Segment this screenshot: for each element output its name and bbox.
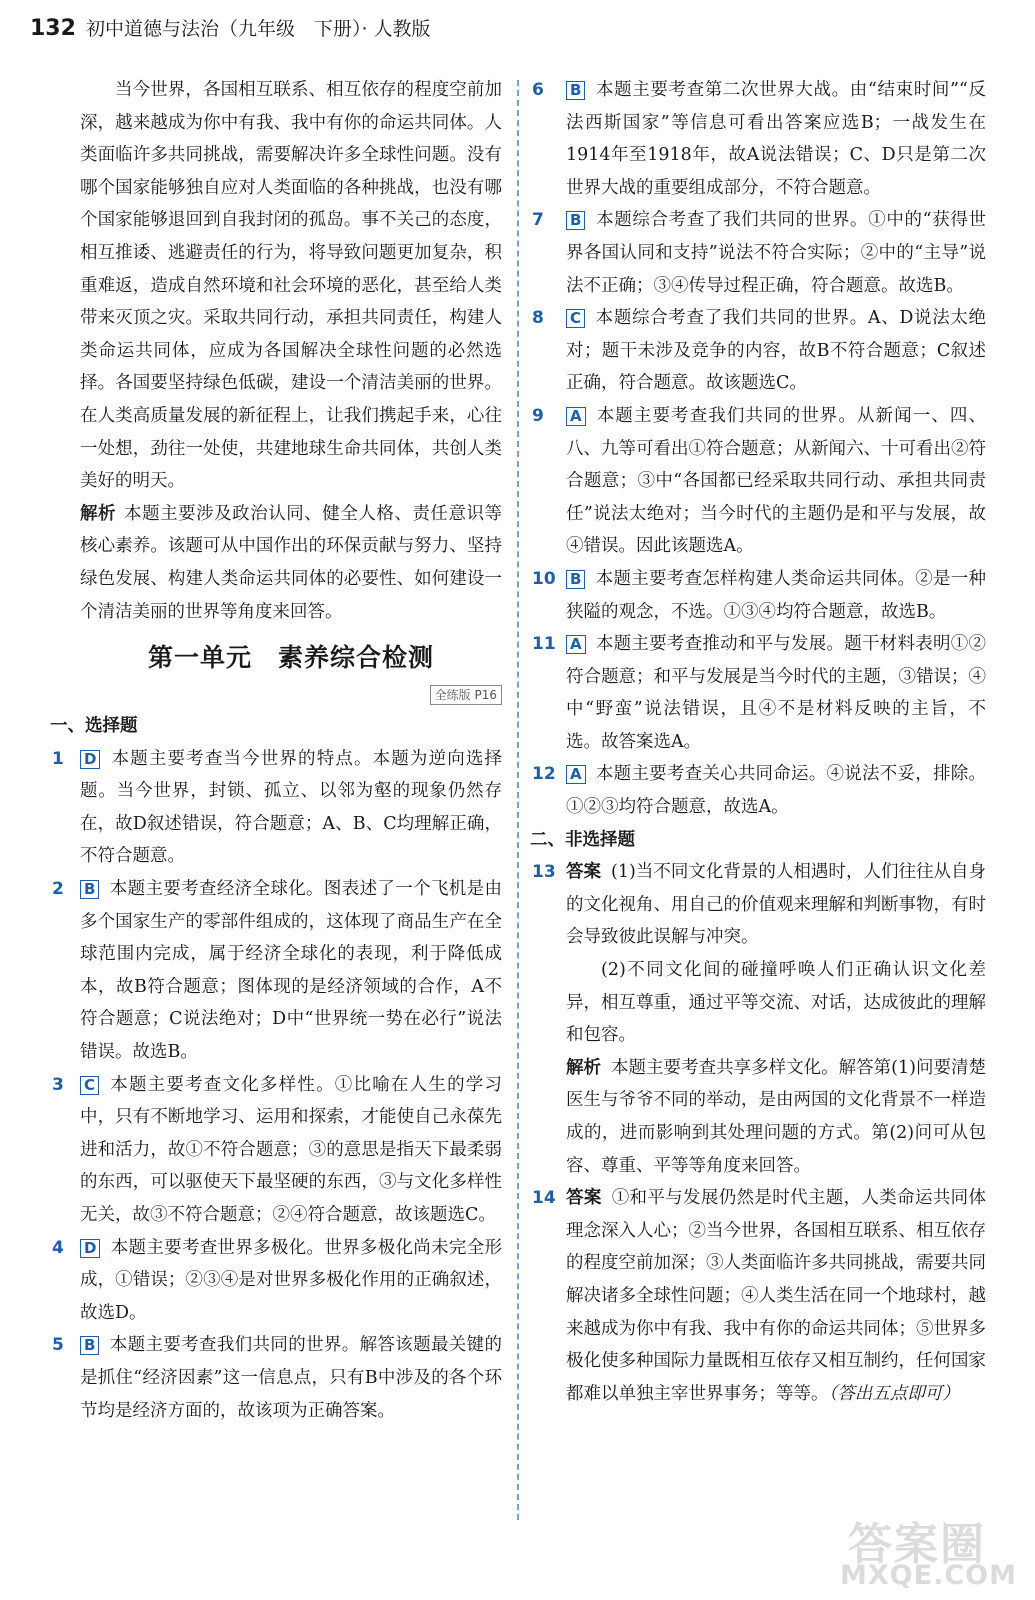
question-explanation: 本题主要考查世界多极化。世界多极化尚未完全形成，①错误；②③④是对世界多极化作用的正确叙述，故选D。 xyxy=(80,1237,502,1323)
question-explanation: 本题主要考查我们共同的世界。解答该题最关键的是抓住“经济因素”这一信息点，只有B中涉及的各个环节均是经济方面的，故该项为正确答案。 xyxy=(80,1335,502,1421)
analysis-label: 解析 xyxy=(80,503,117,524)
answer-box: B xyxy=(80,1336,99,1355)
question-explanation: 本题主要考查关心共同命运。④说法不妥，排除。①②③均符合题意，故选A。 xyxy=(566,764,986,818)
right-column xyxy=(530,74,987,1410)
watermark-logo xyxy=(840,1508,1020,1594)
question-explanation: 本题综合考查了我们共同的世界。A、D说法太绝对；题干未涉及竞争的内容，故B不符合题意；C叙述正确，符合题意。故该题选C。 xyxy=(566,308,986,394)
answer-box: A xyxy=(566,407,586,426)
question-item xyxy=(534,74,986,204)
question-explanation: 本题主要考查第二次世界大战。由“结束时间”“反法西斯国家”等信息可看出答案应选B；一战发生在1914年至1918年，故A说法错误；C、D只是第二次世界大战的重要组成部分，不符合题意。 xyxy=(566,80,986,198)
analysis-text: 本题主要考查共享多样文化。解答第(1)问要清楚医生与爷爷不同的举动，是由两国的文化背景不一样造成的，进而影响到其处理问题的方式。第(2)问可从包容、尊重、平等等角度来回答。 xyxy=(566,1057,987,1176)
nonchoice-heading: 二、非选择题 xyxy=(530,829,635,850)
answer-box: B xyxy=(566,81,585,100)
question-number: 6 xyxy=(532,80,544,100)
left-column xyxy=(50,74,502,1427)
question-number: 5 xyxy=(52,1335,64,1356)
question-item xyxy=(534,204,986,302)
question-explanation: 本题主要考查我们共同的世界。从新闻一、四、八、九等可看出①符合题意；从新闻六、十可看出②符合题意；③中“各国都已经采取共同行动、承担共同责任”说法太绝对；当今时代的主题仍是和平与发展，故④错误。因此该题选A。 xyxy=(566,405,986,557)
intro-paragraph: 当今世界，各国相互联系、相互依存的程度空前加深，越来越成为你中有我、我中有你的命运共同体。人类面临许多共同挑战，需要解决许多全球性问题。没有哪个国家能够独自应对人类面临的各种挑战，也没有哪个国家能够退回到自我封闭的孤岛。事不关己的态度，相互推诿、逃避责任的行为，将导致问题更加复杂，积重难返，造成自然环境和社会环境的恶化，甚至给人类带来灭顶之灾。采取共同行动，承担共同责任，构建人类命运共同体，应成为各国解决全球性问题的必然选择。各国要坚持绿色低碳，建设一个清洁美丽的世界。在人类高质量发展的新征程上，让我们携起手来，心往一处想，劲往一处使，共建地球生命共同体，共创人类美好的明天。 xyxy=(80,80,502,492)
analysis-label: 解析 xyxy=(566,1057,602,1078)
reference-tag xyxy=(80,678,502,704)
analysis-text: 本题主要涉及政治认同、健全人格、责任意识等核心素养。该题可从中国作出的环保贡献与努力、坚持绿色发展、构建人类命运共同体的必要性、如何建设一个清洁美丽的世界等角度来回答。 xyxy=(80,503,502,622)
question-item xyxy=(534,758,986,823)
answer-box: C xyxy=(566,309,585,328)
answer-label: 答案 xyxy=(566,1188,602,1209)
question-number: 13 xyxy=(532,862,556,883)
question-number: 14 xyxy=(532,1188,556,1209)
answer-box: A xyxy=(566,635,586,654)
question-number: 1 xyxy=(52,748,64,769)
question-explanation: 本题主要考查文化多样性。①比喻在人生的学习中，只有不断地学习、运用和探索，才能使自己永葆先进和活力，故①不符合题意；③的意思是指天下最柔弱的东西，可以驱使天下最坚硬的东西，③与文化多样性无关，故③不符合题意；②④符合题意，故该题选C。 xyxy=(80,1074,502,1225)
answer-part-1: (1)当不同文化背景的人相遇时，人们往往从自身的文化视角、用自己的价值观来理解和判断事物，有时会导致彼此误解与冲突。 xyxy=(566,862,987,948)
answer-box: A xyxy=(566,765,586,784)
question-item xyxy=(52,743,502,873)
question-explanation: 本题主要考查怎样构建人类命运共同体。②是一种狭隘的观念，不选。①③④均符合题意，故选B。 xyxy=(566,568,986,622)
question-number: 10 xyxy=(532,568,556,589)
book-title: 初中道德与法治（九年级 下册）· 人教版 xyxy=(85,18,431,40)
question-explanation: 本题主要考查当今世界的特点。本题为逆向选择题。当今世界，封锁、孤立、以邻为壑的现象仍然存在，故D叙述错误，符合题意；A、B、C均理解正确，不符合题意。 xyxy=(80,748,502,867)
answer-part-2: (2)不同文化间的碰撞呼唤人们正确认识文化差异，相互尊重，通过平等交流、对话，达成彼此的理解和包容。 xyxy=(566,960,986,1046)
answer-box: C xyxy=(80,1076,99,1095)
section-title: 第一单元 素养综合检测 xyxy=(147,643,434,673)
question-explanation: 本题综合考查了我们共同的世界。①中的“获得世界各国认同和支持”说法不符合实际；②中的“主导”说法不正确；③④传导过程正确，符合题意。故选B。 xyxy=(566,210,986,296)
question-item xyxy=(52,873,502,1069)
question-explanation: 本题主要考查推动和平与发展。题干材料表明①②符合题意；和平与发展是当今时代的主题，③错误；④中“野蛮”说法错误，且④不是材料反映的主旨，不选。故答案选A。 xyxy=(566,634,986,752)
answer-box: D xyxy=(80,750,100,769)
question-number: 8 xyxy=(532,308,544,329)
question-number: 11 xyxy=(532,634,556,655)
answer-box: B xyxy=(566,570,585,589)
page-number: 132 xyxy=(30,16,76,41)
question-item xyxy=(534,856,986,1182)
question-number: 2 xyxy=(52,879,64,900)
page-header xyxy=(30,14,431,54)
question-item xyxy=(534,628,986,758)
question-number: 12 xyxy=(532,764,556,785)
column-divider xyxy=(517,80,519,1520)
question-item xyxy=(52,1232,502,1330)
question-number: 3 xyxy=(52,1074,64,1095)
question-item xyxy=(534,400,986,563)
answer-box: D xyxy=(80,1239,100,1258)
watermark-line-2: MXQE.COM xyxy=(840,1560,1017,1591)
choice-heading: 一、选择题 xyxy=(50,716,138,737)
question-item xyxy=(52,1329,502,1427)
watermark-line-1: 答案圈 xyxy=(848,1519,986,1570)
question-item xyxy=(52,1069,502,1232)
question-explanation: 本题主要考查经济全球化。图表述了一个飞机是由多个国家生产的零部件组成的，这体现了商品生产在全球范围内完成，属于经济全球化的表现，利于降低成本，故B符合题意；图体现的是经济领域的合作，A不符合题意；C说法绝对；D中“世界统一势在必行”说法错误。故选B。 xyxy=(80,879,502,1063)
analysis-paragraph xyxy=(80,498,502,628)
question-item xyxy=(534,563,986,628)
answer-box: B xyxy=(566,211,585,230)
question-number: 4 xyxy=(52,1237,64,1258)
question-item xyxy=(534,1182,986,1410)
reference-tag-label: 全练版 P16 xyxy=(430,685,502,705)
answer-text: ①和平与发展仍然是时代主题，人类命运共同体理念深入人心；②当今世界，各国相互联系、相互依存的程度空前加深；③人类面临许多共同挑战，需要共同解决诸多全球性问题；④人类生活在同一个地球村，越来越成为你中有我、我中有你的命运共同体；⑤世界多极化使多种国际力量既相互依存又相互制约，任何国家都难以单独主宰世界事务；等等。 xyxy=(566,1188,987,1404)
answer-note: （答出五点即可） xyxy=(828,1383,960,1404)
question-item xyxy=(534,302,986,400)
question-number: 7 xyxy=(532,210,544,231)
answer-label: 答案 xyxy=(566,862,602,883)
question-number: 9 xyxy=(532,405,544,426)
answer-box: B xyxy=(80,880,99,899)
